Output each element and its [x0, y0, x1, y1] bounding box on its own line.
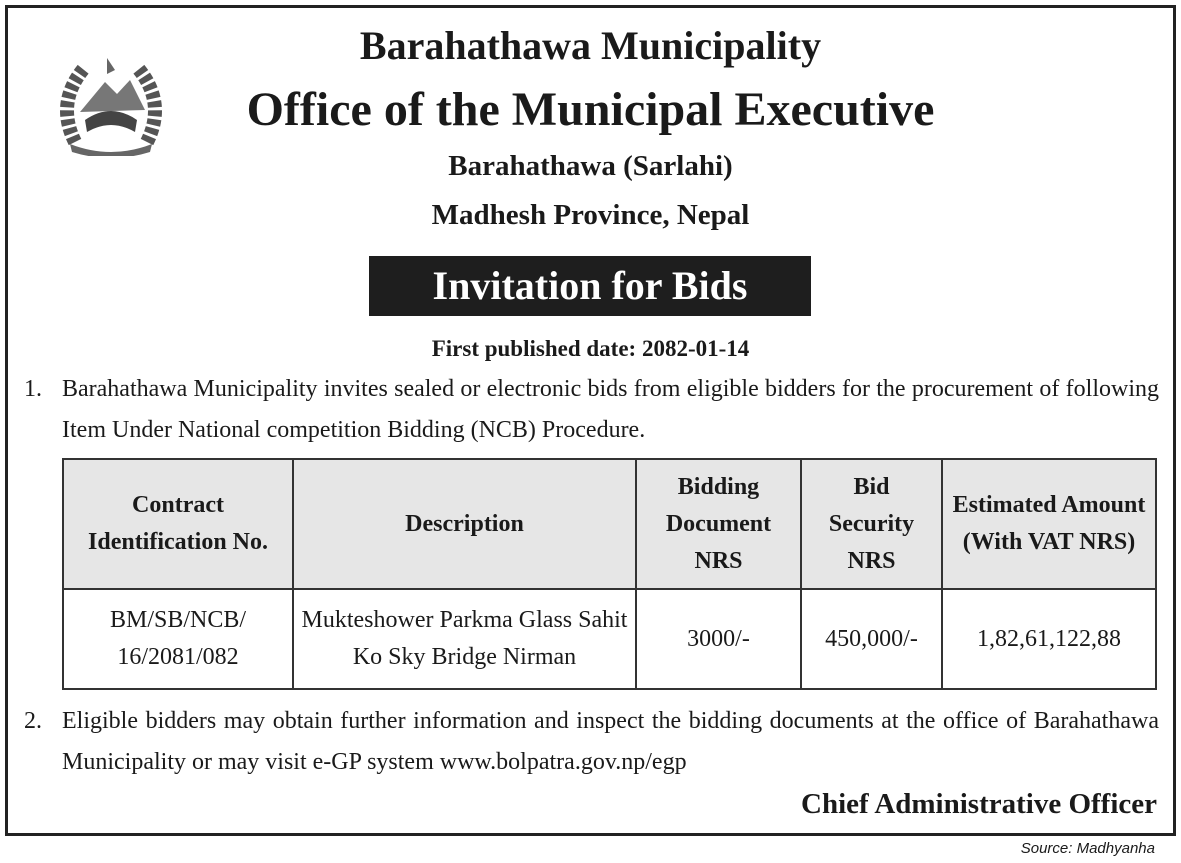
notice-banner: Invitation for Bids — [369, 256, 811, 316]
description: Mukteshower Parkma Glass Sahit Ko Sky Bridge Nirman — [293, 589, 636, 689]
location: Barahathawa (Sarlahi) — [448, 150, 733, 182]
table-header-row — [63, 459, 1156, 589]
province: Madhesh Province, Nepal — [431, 199, 750, 231]
estimated-amount: 1,82,61,122,88 — [942, 589, 1156, 689]
signature: Chief Administrative Officer — [801, 788, 1157, 820]
bid-table — [62, 458, 1157, 690]
bid-security: 450,000/- — [801, 589, 942, 689]
published-date: First published date: 2082-01-14 — [431, 336, 750, 361]
paragraph-text: Eligible bidders may obtain further information and inspect the bidding documents at the office of Barahathawa Municipality or may visit e-GP system www.bolpatra.gov.np/egp — [62, 708, 1159, 775]
source-credit: Source: Madhyanha — [1020, 840, 1155, 857]
header-estimated-amount: Estimated Amount (With VAT NRS) — [942, 459, 1156, 589]
office-title: Office of the Municipal Executive — [246, 83, 935, 136]
header-description: Description — [293, 459, 636, 589]
table-row — [63, 589, 1156, 689]
contract-id: BM/SB/NCB/ 16/2081/082 — [63, 589, 293, 689]
paragraph-1 — [24, 369, 1159, 451]
paragraph-number: 2. — [24, 708, 42, 734]
paragraph-text: Barahathawa Municipality invites sealed or electronic bids from eligible bidders for the procurement of following Item Under National competition Bidding (NCB) Procedure. — [62, 376, 1159, 443]
header-contract-id: Contract Identification No. — [63, 459, 293, 589]
header-bidding-document: Bidding Document NRS — [636, 459, 801, 589]
bidding-document-fee: 3000/- — [636, 589, 801, 689]
header-bid-security: Bid Security NRS — [801, 459, 942, 589]
paragraph-number: 1. — [24, 376, 42, 402]
paragraph-2 — [24, 701, 1159, 783]
org-name: Barahathawa Municipality — [359, 23, 822, 68]
